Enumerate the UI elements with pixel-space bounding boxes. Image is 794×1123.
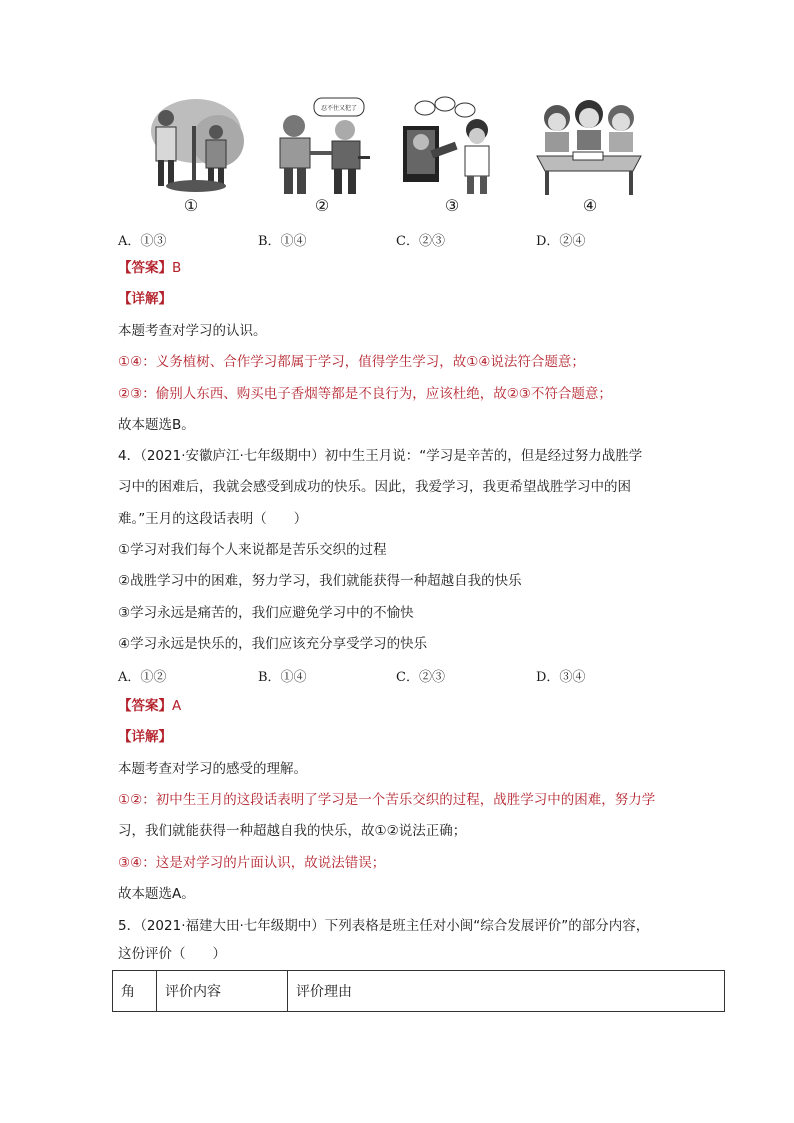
q3-conclusion: 故本题选B。	[118, 417, 195, 433]
q3-option-c: C．②③	[396, 234, 445, 249]
image-3-label: ③	[444, 196, 460, 215]
q3-detail-p2: ②③：偷别人东西、购买电子香烟等都是不良行为，应该杜绝，故②③不符合题意；	[118, 386, 612, 402]
q4-answer-line	[118, 696, 181, 716]
image-1-label: ①	[183, 196, 199, 215]
q5-stem-line-1: 5．（2021·福建大田·七年级期中）下列表格是班主任对小闽“综合发展评价”的部分内容，	[118, 918, 650, 934]
q3-detail-intro: 本题考查对学习的认识。	[118, 323, 267, 339]
q3-option-d: D．②④	[536, 234, 586, 249]
q3-answer-line	[118, 258, 181, 278]
q4-conclusion: 故本题选A。	[118, 886, 195, 902]
q4-option-c: C．②③	[396, 670, 445, 685]
q4-detail-tag: 【详解】	[118, 729, 172, 745]
table-header-reason: 评价理由	[288, 971, 725, 1012]
q4-item-1: ①学习对我们每个人来说都是苦乐交织的过程	[118, 542, 387, 558]
q5-stem-line-2: 这份评价（ ）	[118, 946, 226, 962]
image-2-label: ②	[314, 196, 330, 215]
q4-stem-line-1: 4．（2021·安徽庐江·七年级期中）初中生王月说：“学习是辛苦的，但是经过努力战胜学	[118, 448, 643, 464]
q4-item-4: ④学习永远是快乐的，我们应该充分享受学习的快乐	[118, 636, 428, 652]
image-3-e-cigarette	[395, 96, 503, 196]
q4-stem-line-3: 难。”王月的这段话表明（ ）	[118, 511, 308, 527]
answer-value: A	[172, 698, 182, 714]
image-2-stealing	[270, 96, 370, 196]
image-1-tree-planting	[136, 96, 246, 196]
q4-option-a: A．①②	[118, 670, 167, 685]
q3-detail-tag: 【详解】	[118, 291, 172, 307]
table-row	[113, 971, 725, 1012]
image-4-label: ④	[582, 196, 598, 215]
q4-option-b: B．①④	[258, 670, 307, 685]
answer-tag: 【答案】	[118, 698, 172, 714]
q4-detail-p1-line-2: 习，我们就能获得一种超越自我的快乐，故①②说法正确；	[118, 823, 467, 839]
table-header-role: 角	[113, 971, 157, 1012]
q3-option-b: B．①④	[258, 234, 307, 249]
q4-detail-p1-line-1	[118, 790, 655, 810]
answer-value: B	[172, 260, 182, 276]
q4-option-d: D．③④	[536, 670, 586, 685]
q4-item-2: ②战胜学习中的困难，努力学习，我们就能获得一种超越自我的快乐	[118, 573, 522, 589]
answer-tag: 【答案】	[118, 260, 172, 276]
q4-detail-p1-text: ①②：初中生王月的这段话表明了学习是一个苦乐交织的过程，战胜学习中的困难，努力学	[118, 792, 656, 808]
question-3-images	[130, 96, 650, 218]
q4-detail-p2	[118, 853, 385, 873]
table-header-content: 评价内容	[157, 971, 288, 1012]
q4-item-3: ③学习永远是痛苦的，我们应避免学习中的不愉快	[118, 605, 414, 621]
q4-stem-line-2: 习中的困难后，我就会感受到成功的快乐。因此，我爱学习，我更希望战胜学习中的困	[118, 479, 631, 495]
question-4-options	[118, 666, 718, 686]
q4-detail-p2-text: ③④：这是对学习的片面认识，故说法错误；	[118, 855, 386, 871]
q4-detail-intro: 本题考查对学习的感受的理解。	[118, 761, 307, 777]
q3-option-a: A．①③	[118, 234, 167, 249]
question-3-options	[118, 230, 718, 250]
image-4-group-study	[533, 96, 645, 196]
q5-evaluation-table	[112, 970, 725, 1012]
q3-detail-p1: ①④：义务植树、合作学习都属于学习，值得学生学习，故①④说法符合题意；	[118, 354, 585, 370]
speech-bubble-text: 忍不住又犯了	[320, 105, 358, 112]
